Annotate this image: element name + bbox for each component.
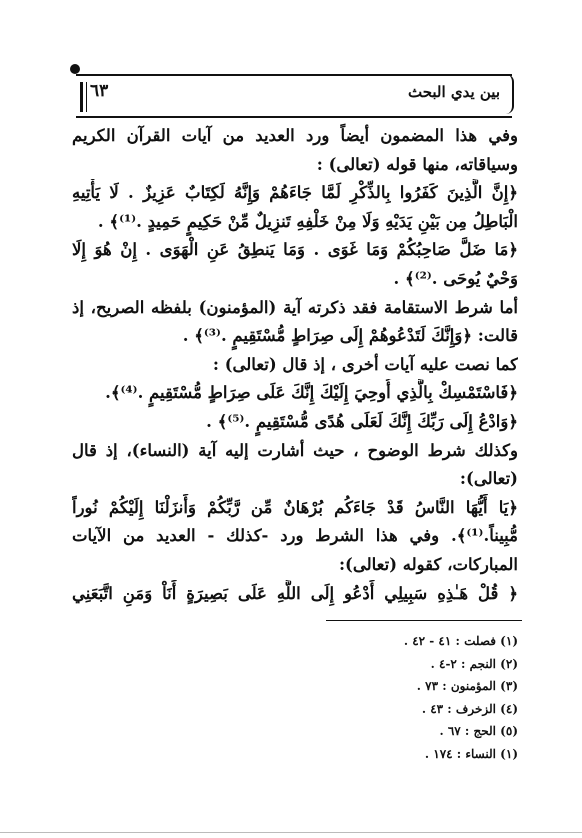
page-header bbox=[76, 74, 514, 116]
page-edge bbox=[0, 832, 582, 833]
quran-verse-line: ﴿فَاسْتَمْسِكْ بِالَّذِي أُوحِيَ إِلَيْكَ إِنَّكَ عَلَى صِرَاطٍ مُّسْتَقِيمٍ .⁽⁴⁾﴾. bbox=[105, 383, 518, 403]
footnote: (١) فصلت : ٤١ - ٤٢ . bbox=[403, 634, 518, 648]
text-line: أما شرط الاستقامة فقد ذكرته آية (المؤمنون) بلفظه الصريح، إذ bbox=[72, 297, 518, 317]
running-title: بين يدي البحث bbox=[407, 83, 500, 101]
text-line: وكذلك شرط الوضوح ، حيث أشارت إليه آية (النساء)، إذ قال bbox=[72, 440, 518, 460]
quran-verse-line: ﴿وَادْعُ إِلَى رَبِّكَ إِنَّكَ لَعَلَى هُدًى مُّسْتَقِيمٍ .⁽⁵⁾﴾ . bbox=[206, 411, 518, 431]
header-ornament bbox=[70, 64, 80, 74]
text-line: وفي هذا المضمون أيضاً ورد العديد من آيات القرآن الكريم bbox=[72, 126, 518, 145]
footnote: (٣) المؤمنون : ٧٣ . bbox=[416, 679, 518, 694]
text-line: وسياقاته، منها قوله (تعالى) : bbox=[316, 154, 518, 174]
footnote: (٤) الزخرف : ٤٣ . bbox=[421, 701, 518, 716]
text-line: المباركات، كقوله (تعالى): bbox=[338, 554, 518, 574]
text-line: كما نصت عليه آيات أخرى ، إذ قال (تعالى) : bbox=[212, 354, 518, 374]
quran-verse-line: وَحْيٌ يُوحَى .⁽²⁾﴾ . bbox=[393, 268, 518, 288]
text-line: مُّبِيناً.⁽¹⁾﴾. وفي هذا الشرط ورد -كذلك - العديد من الآيات bbox=[72, 526, 518, 546]
main-text bbox=[72, 122, 518, 608]
footnote: (٥) الحج : ٦٧ . bbox=[439, 724, 518, 739]
footnotes bbox=[258, 630, 518, 766]
quran-verse-line: ﴿مَا ضَلَّ صَاحِبُكُمْ وَمَا غَوَى . وَمَا يَنطِقُ عَنِ الْهَوَى . إِنْ هُوَ إِلَا bbox=[72, 240, 518, 260]
text-line: (تعالى): bbox=[459, 469, 518, 489]
quran-verse-line: ﴿يَا أَيُّهَا النَّاسُ قَدْ جَاءَكُم بُرْهَانٌ مِّن رَّبِّكُمْ وَأَنزَلْنَا إِلَيْكُمْ نُوراً bbox=[72, 497, 518, 517]
quran-verse-line: ﴿ قُلْ هَـٰذِهِ سَبِيلِي أَدْعُو إِلَى اللَّهِ عَلَى بَصِيرَةٍ أَنَاْ وَمَنِ اتَّبَعَنِي bbox=[72, 583, 518, 603]
quran-verse-line: ﴿إِنَّ الَّذِينَ كَفَرُوا بِالذِّكْرِ لَمَّا جَاءَهُمْ وَإِنَّهُ لَكِتَابٌ عَزِيزٌ . لَا يَأْتِيهِ bbox=[72, 183, 518, 203]
quran-verse-line: الْبَاطِلُ مِن بَيْنِ يَدَيْهِ وَلَا مِنْ خَلْفِهِ تَنزِيلٌ مِّنْ حَكِيمٍ حَمِيدٍ .⁽¹⁾﴾ . bbox=[97, 211, 518, 231]
footnote-separator bbox=[326, 620, 522, 621]
footnote: (٢) النجم : ٢-٤ . bbox=[430, 656, 518, 671]
text-line: قالت: ﴿وَإِنَّكَ لَتَدْعُوهُمْ إِلَى صِرَاطٍ مُّسْتَقِيمٍ .⁽³⁾﴾ . bbox=[182, 326, 518, 346]
page-number: ٦٣ bbox=[90, 81, 109, 101]
footnote: (١) النساء : ١٧٤ . bbox=[424, 746, 518, 761]
